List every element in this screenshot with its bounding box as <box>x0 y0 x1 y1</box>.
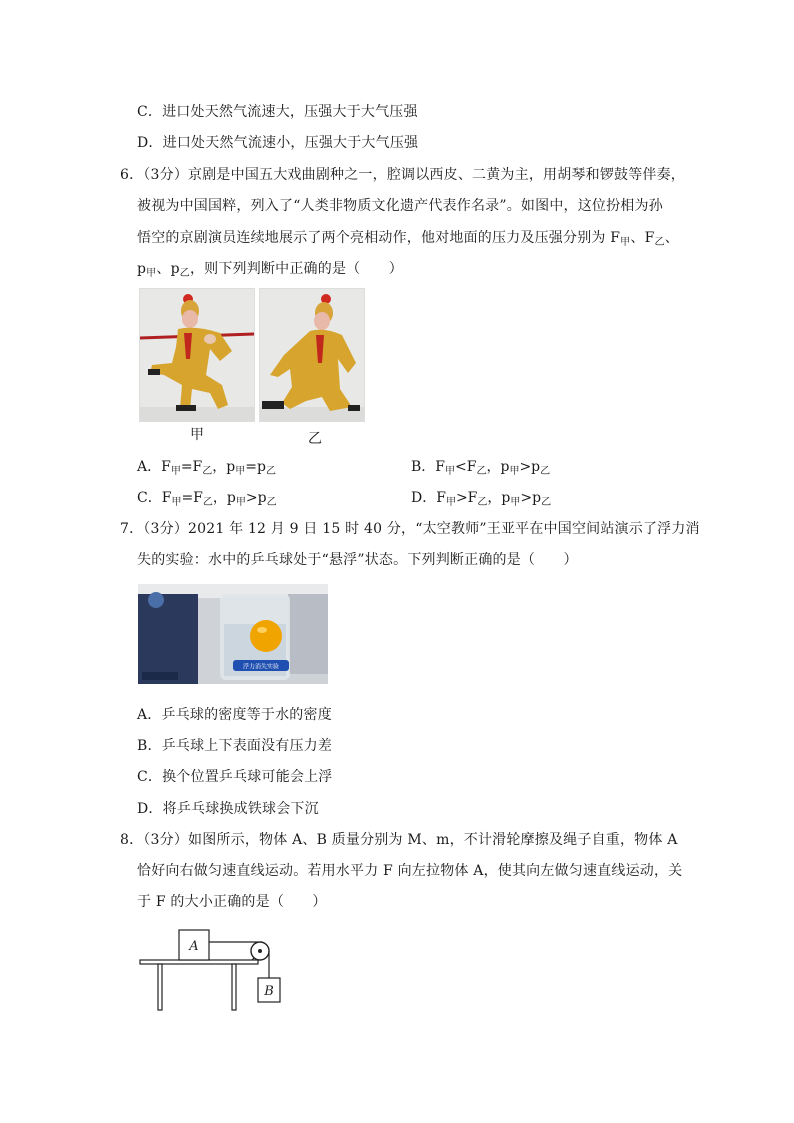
monkey-king-pose-1-illustration <box>140 289 254 421</box>
q8-pulley-diagram <box>130 920 290 1020</box>
q6-caption-yi: 乙 <box>308 431 322 447</box>
q6-stem-line2: 被视为中国国粹，列入了“人类非物质文化遗产代表作名录”。如图中，这位扮相为孙 <box>137 198 663 214</box>
table-leg-right <box>232 964 236 1010</box>
q8-stem-line2: 恰好向右做匀速直线运动。若用水平力 F 向左拉物体 A，使其向左做匀速直线运动，关 <box>137 863 683 879</box>
q7-option-b: B．乒乓球上下表面没有压力差 <box>137 738 333 754</box>
q6-option-c: C．$F_甲=F_乙$，$p_甲>p_乙$ <box>137 490 277 508</box>
q7-option-a: A．乒乓球的密度等于水的密度 <box>137 707 332 723</box>
q6-option-b: B．$F_甲<F_乙$，$p_甲>p_乙$ <box>411 459 551 477</box>
q6-photo-jia <box>139 288 255 422</box>
q7-option-c: C．换个位置乒乓球可能会上浮 <box>137 769 333 785</box>
block-a-label: A <box>189 939 199 954</box>
q6-photo-yi <box>259 288 365 422</box>
table-leg-left <box>158 964 162 1010</box>
floating-ball-experiment-illustration <box>138 584 328 684</box>
monkey-king-pose-2-illustration <box>260 289 364 421</box>
q8-stem-line3: 于 F 的大小正确的是（ ） <box>137 894 327 910</box>
q6-stem-line4: $p_甲$、$p_乙$，则下列判断中正确的是（ ） <box>137 261 403 279</box>
q6-option-d: D．$F_甲>F_乙$，$p_甲>p_乙$ <box>411 490 552 508</box>
block-b-label: B <box>264 984 274 999</box>
q8-stem-line1: 8．（3分）如图所示，物体 A、B 质量分别为 M、m，不计滑轮摩擦及绳子自重，物体 A <box>120 832 678 848</box>
q6-stem-line1: 6．（3分）京剧是中国五大戏曲剧种之一，腔调以西皮、二黄为主，用胡琴和锣鼓等伴奏， <box>120 167 686 183</box>
pulley-axle <box>258 949 262 953</box>
q7-stem-line2: 失的实验：水中的乒乓球处于“悬浮”状态。下列判断正确的是（ ） <box>137 552 578 568</box>
q7-photo-space-station <box>138 584 328 684</box>
q5-option-d: D．进口处天然气流速小，压强大于大气压强 <box>137 135 419 151</box>
q5-option-c: C．进口处天然气流速大，压强大于大气压强 <box>137 104 418 120</box>
q7-stem-line1: 7．（3分）2021 年 12 月 9 日 15 时 40 分，“太空教师”王亚平在中国空间站演示了浮力消 <box>120 521 700 537</box>
q6-option-a: A．$F_甲=F_乙$，$p_甲=p_乙$ <box>137 459 276 477</box>
q7-photo-banner: 浮力消失实验 <box>242 663 280 671</box>
q7-option-d: D．将乒乓球换成铁球会下沉 <box>137 801 319 817</box>
q6-stem-line3: 悟空的京剧演员连续地展示了两个亮相动作，他对地面的压力及压强分别为 $F_甲$、$F_乙$、 <box>137 230 679 248</box>
q6-caption-jia: 甲 <box>190 427 204 443</box>
